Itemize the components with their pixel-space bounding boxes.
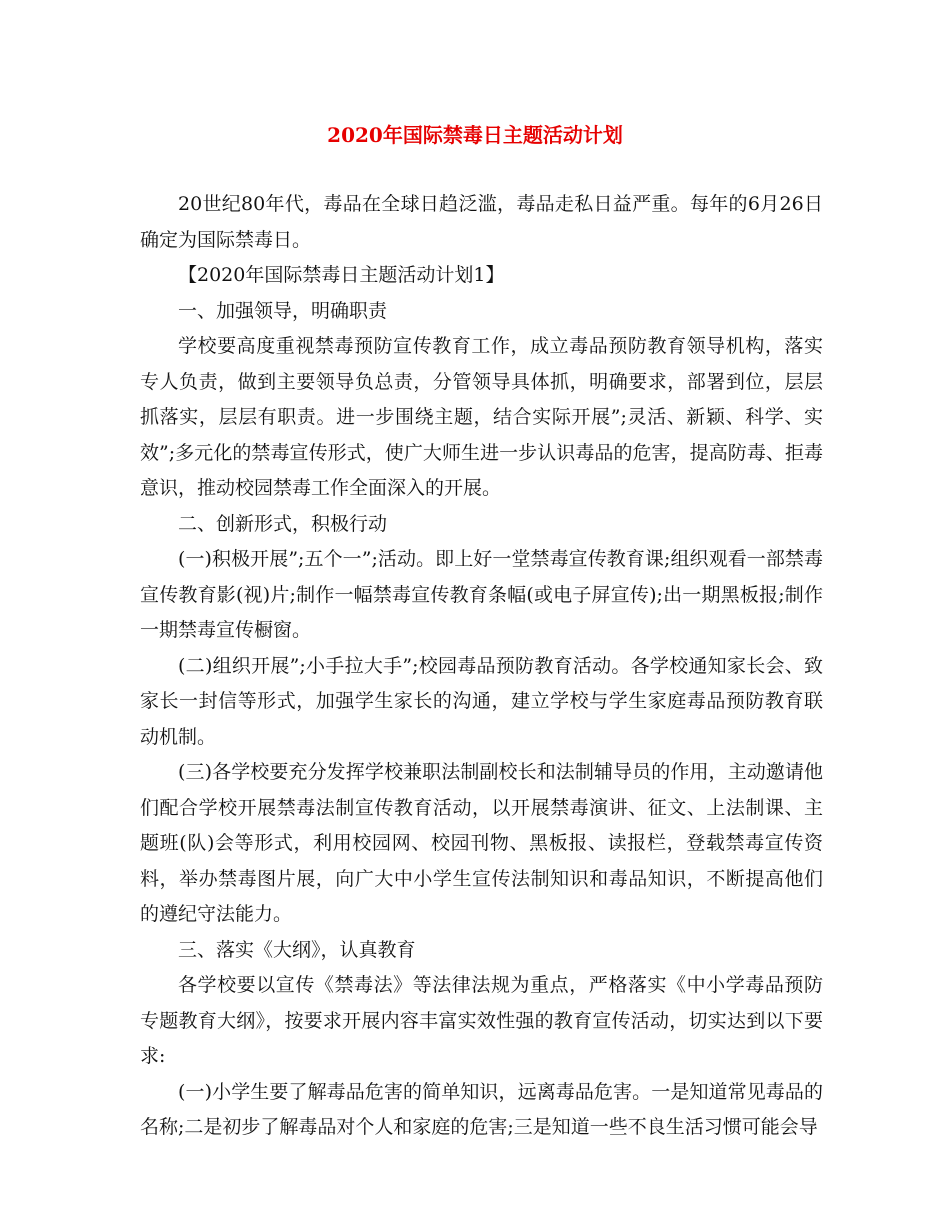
section-1-paragraph: 学校要高度重视禁毒预防宣传教育工作，成立毒品预防教育领导机构，落实专人负责，做到主要领导负总责，分管领导具体抓，明确要求，部署到位，层层抓落实，层层有职责。进一步围绕主题，结合实际开展”;灵活、新颖、科学、实效”;多元化的禁毒宣传形式，使广大师生进一步认识毒品的危害，提高防毒、拒毒意识，推动校园禁毒工作全面深入的开展。 (140, 335, 823, 499)
document-body (140, 187, 823, 1146)
document-title: 2020年国际禁毒日主题活动计划 (327, 123, 623, 147)
section-2-item-2: (二)组织开展”;小手拉大手”;校园毒品预防教育活动。各学校通知家长会、致家长一封信等形式，加强学生家长的沟通，建立学校与学生家庭毒品预防教育联动机制。 (140, 654, 823, 748)
plan-heading: 【2020年国际禁毒日主题活动计划1】 (178, 264, 505, 286)
intro-paragraph: 20世纪80年代，毒品在全球日趋泛滥，毒品走私日益严重。每年的6月26日确定为国际禁毒日。 (140, 193, 823, 251)
section-3-paragraph: 各学校要以宣传《禁毒法》等法律法规为重点，严格落实《中小学毒品预防专题教育大纲》，按要求开展内容丰富实效性强的教育宣传活动，切实达到以下要求: (140, 974, 823, 1067)
section-3-item-1: (一)小学生要了解毒品危害的简单知识，远离毒品危害。一是知道常见毒品的名称;二是初步了解毒品对个人和家庭的危害;三是知道一些不良生活习惯可能会导 (140, 1080, 823, 1138)
section-2-item-3: (三)各学校要充分发挥学校兼职法制副校长和法制辅导员的作用，主动邀请他们配合学校开展禁毒法制宣传教育活动，以开展禁毒演讲、征文、上法制课、主题班(队)会等形式，利用校园网、校园刊物、黑板报、读报栏，登载禁毒宣传资料，举办禁毒图片展，向广大中小学生宣传法制知识和毒品知识，不断提高他们的遵纪守法能力。 (140, 761, 823, 925)
section-2-item-1: (一)积极开展”;五个一”;活动。即上好一堂禁毒宣传教育课;组织观看一部禁毒宣传教育影(视)片;制作一幅禁毒宣传教育条幅(或电子屏宣传);出一期黑板报;制作一期禁毒宣传橱窗。 (140, 548, 823, 641)
section-heading-3: 三、落实《大纲》，认真教育 (178, 938, 416, 961)
section-heading-1: 一、加强领导，明确职责 (178, 299, 388, 322)
section-heading-2: 二、创新形式，积极行动 (178, 512, 388, 535)
